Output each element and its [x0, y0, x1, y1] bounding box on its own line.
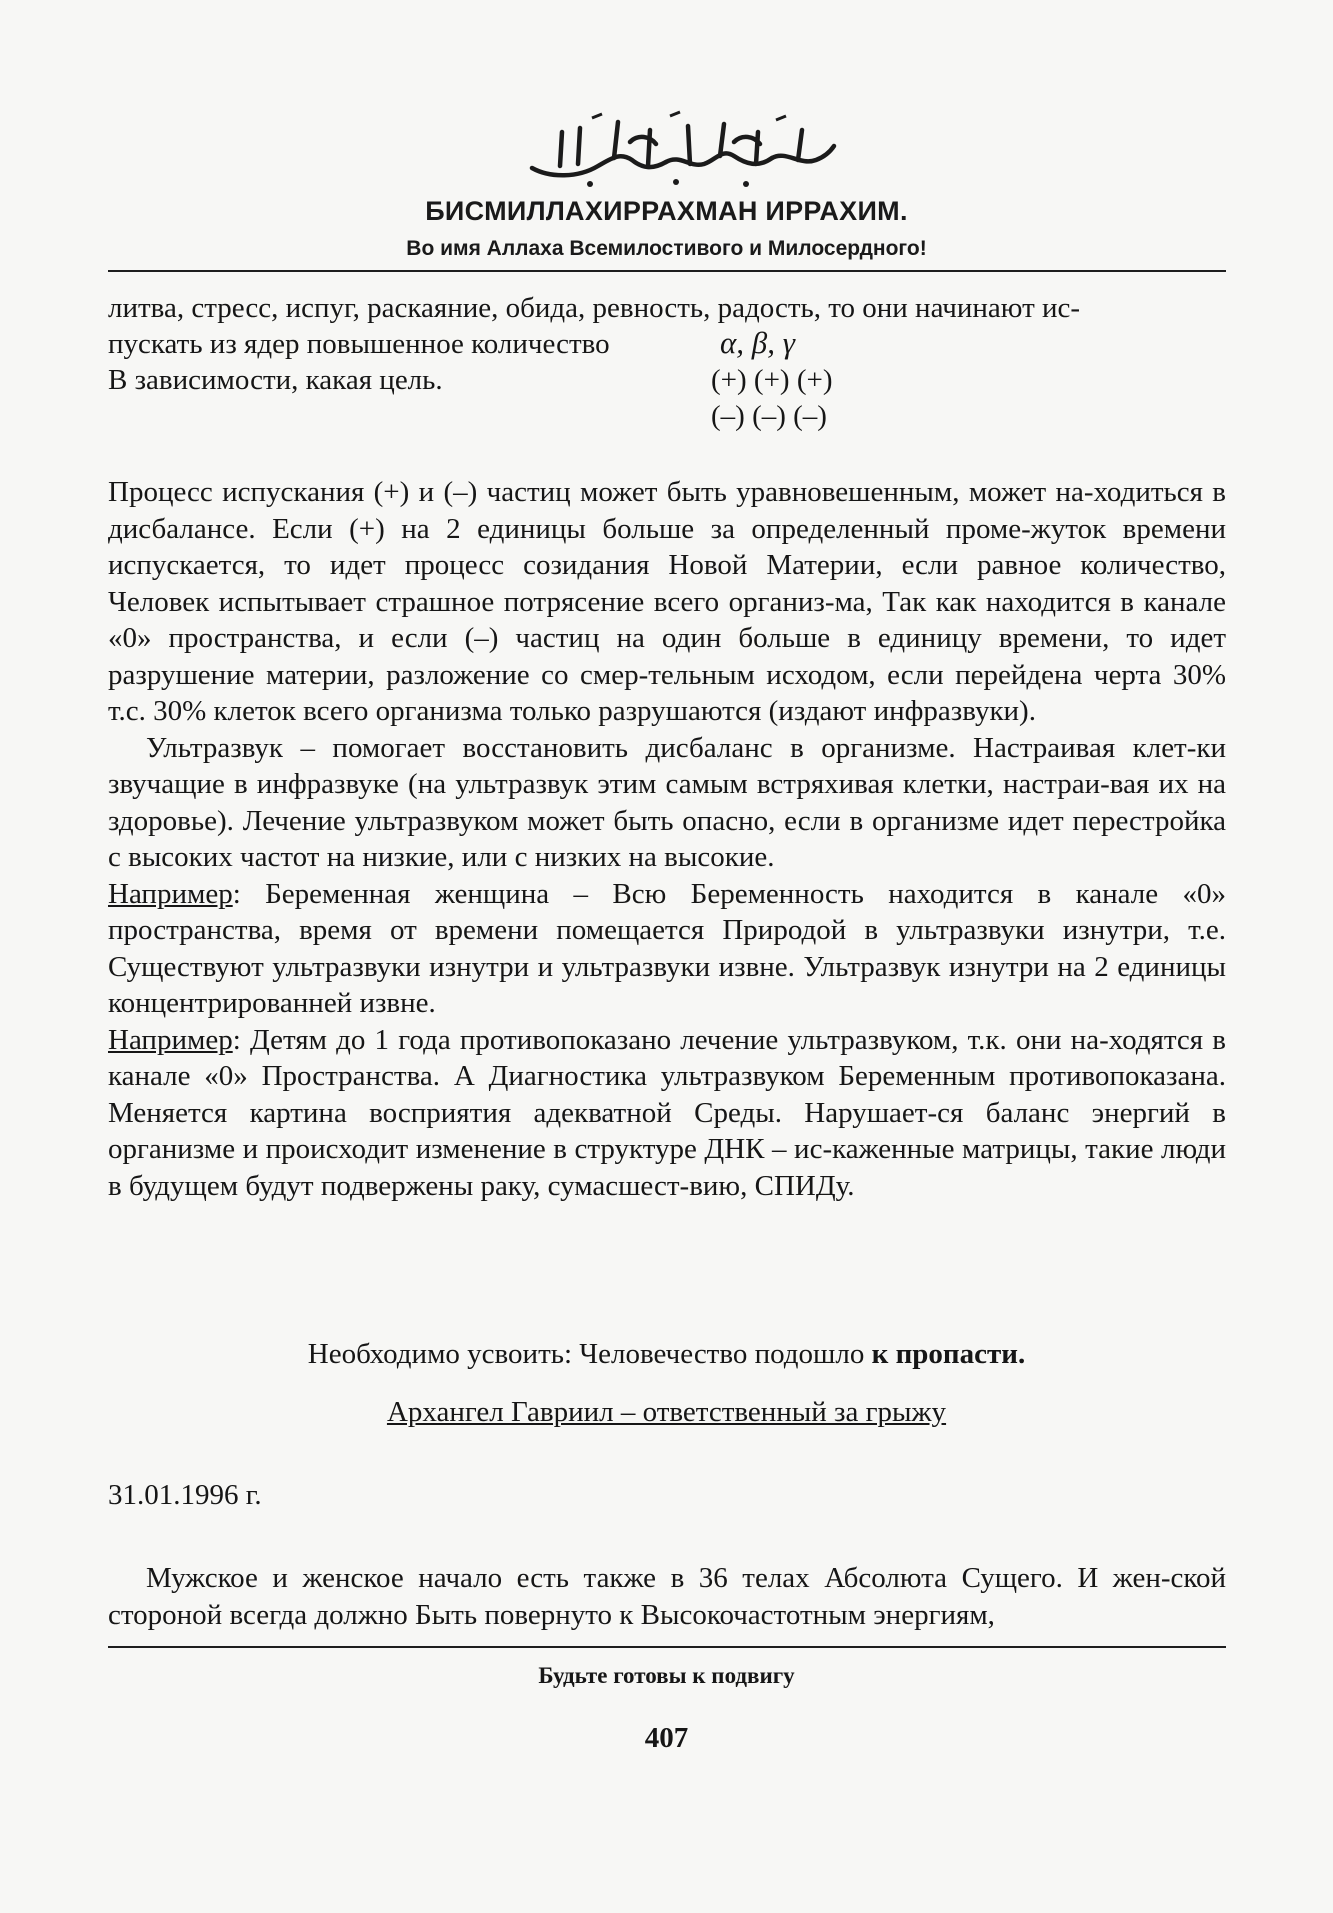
- greek-particles: α, β, γ: [720, 325, 795, 360]
- main-text: [108, 474, 1226, 1204]
- intro-line-2: пускать из ядер повышенное количество: [108, 328, 610, 360]
- example-text: : Детям до 1 года противопоказано лечение ультразвуком, т.к. они на-ходятся в канале «0» Пространства. А Диагностика ультразвуком Беременным противопоказана. Меняется картина восприятия адекватной Среды. Нарушает-ся баланс энергий в организме и происходит изменение в структуре ДНК – ис-каженные матрицы, такие люди в будущем будут подвержены раку, сумасшест-вию, СПИДу.: [108, 1023, 1226, 1202]
- paragraph-example-children: [108, 1022, 1226, 1205]
- archangel-heading: Архангел Гавриил – ответственный за грыжу: [386, 1396, 947, 1428]
- example-label: Например: [108, 877, 233, 910]
- necessary-statement: [0, 1338, 1333, 1371]
- emission-formula-block: [108, 292, 1226, 442]
- header-rule: [108, 270, 1226, 272]
- basmala-title: БИСМИЛЛАХИРРАХМАН ИРРАХИМ.: [425, 196, 908, 226]
- necessary-prefix: Необходимо усвоить: Человечество подошло: [307, 1338, 872, 1370]
- example-label: Например: [108, 1023, 233, 1056]
- paragraph-ultrasound: Ультразвук – помогает восстановить дисбаланс в организме. Настраивая клет-ки звучащие в инфразвуке (на ультразвук этим самым встряхивая клетки, настраи-вая их на здоровье). Лечение ультразвуком может быть опасно, если в организме идет перестройка с высоких частот на низкие, или с низких на высокие.: [108, 731, 1226, 873]
- negative-signs: (–) (–) (–): [711, 400, 827, 432]
- footer-note: Будьте готовы к подвигу: [538, 1663, 795, 1688]
- necessary-bold: к пропасти.: [871, 1338, 1026, 1370]
- footer-rule: [108, 1646, 1226, 1648]
- basmala-calligraphy-logo: [520, 108, 840, 194]
- positive-signs: (+) (+) (+): [711, 364, 833, 396]
- paragraph-example-pregnancy: [108, 876, 1226, 1022]
- intro-line-3: В зависимости, какая цель.: [108, 364, 443, 396]
- closing-text: [108, 1560, 1226, 1633]
- intro-line-1: литва, стресс, испуг, раскаяние, обида, ревность, радость, то они начинают ис-: [108, 292, 1081, 324]
- entry-date: 31.01.1996 г.: [108, 1479, 262, 1511]
- example-text: : Беременная женщина – Всю Беременность находится в канале «0» пространства, время от времени помещается Природой в ультразвуки изнутри, т.е. Существуют ультразвуки изнутри и ультразвуки извне. Ультразвук изнутри на 2 единицы концентрированней извне.: [108, 877, 1226, 1019]
- paragraph-emission-process: Процесс испускания (+) и (–) частиц может быть уравновешенным, может на-ходиться в дисбалансе. Если (+) на 2 единицы больше за определенный проме-жуток времени испускается, то идет процесс созидания Новой Материи, если равное количество, Человек испытывает страшное потрясение всего организ-ма, Так как находится в канале «0» пространства, и если (–) частиц на один больше в единицу времени, то идет разрушение материи, разложение со смер-тельным исходом, если перейдена черта 30% т.с. 30% клеток всего организма только разрушаются (издают инфразвуки).: [108, 476, 1226, 727]
- page-number: 407: [644, 1722, 689, 1754]
- basmala-subtitle: Во имя Аллаха Всемилостивого и Милосердного!: [406, 237, 927, 260]
- paragraph-masculine-feminine: Мужское и женское начало есть также в 36 телах Абсолюта Сущего. И жен-ской стороной всегда должно Быть повернуто к Высокочастотным энергиям,: [108, 1562, 1226, 1631]
